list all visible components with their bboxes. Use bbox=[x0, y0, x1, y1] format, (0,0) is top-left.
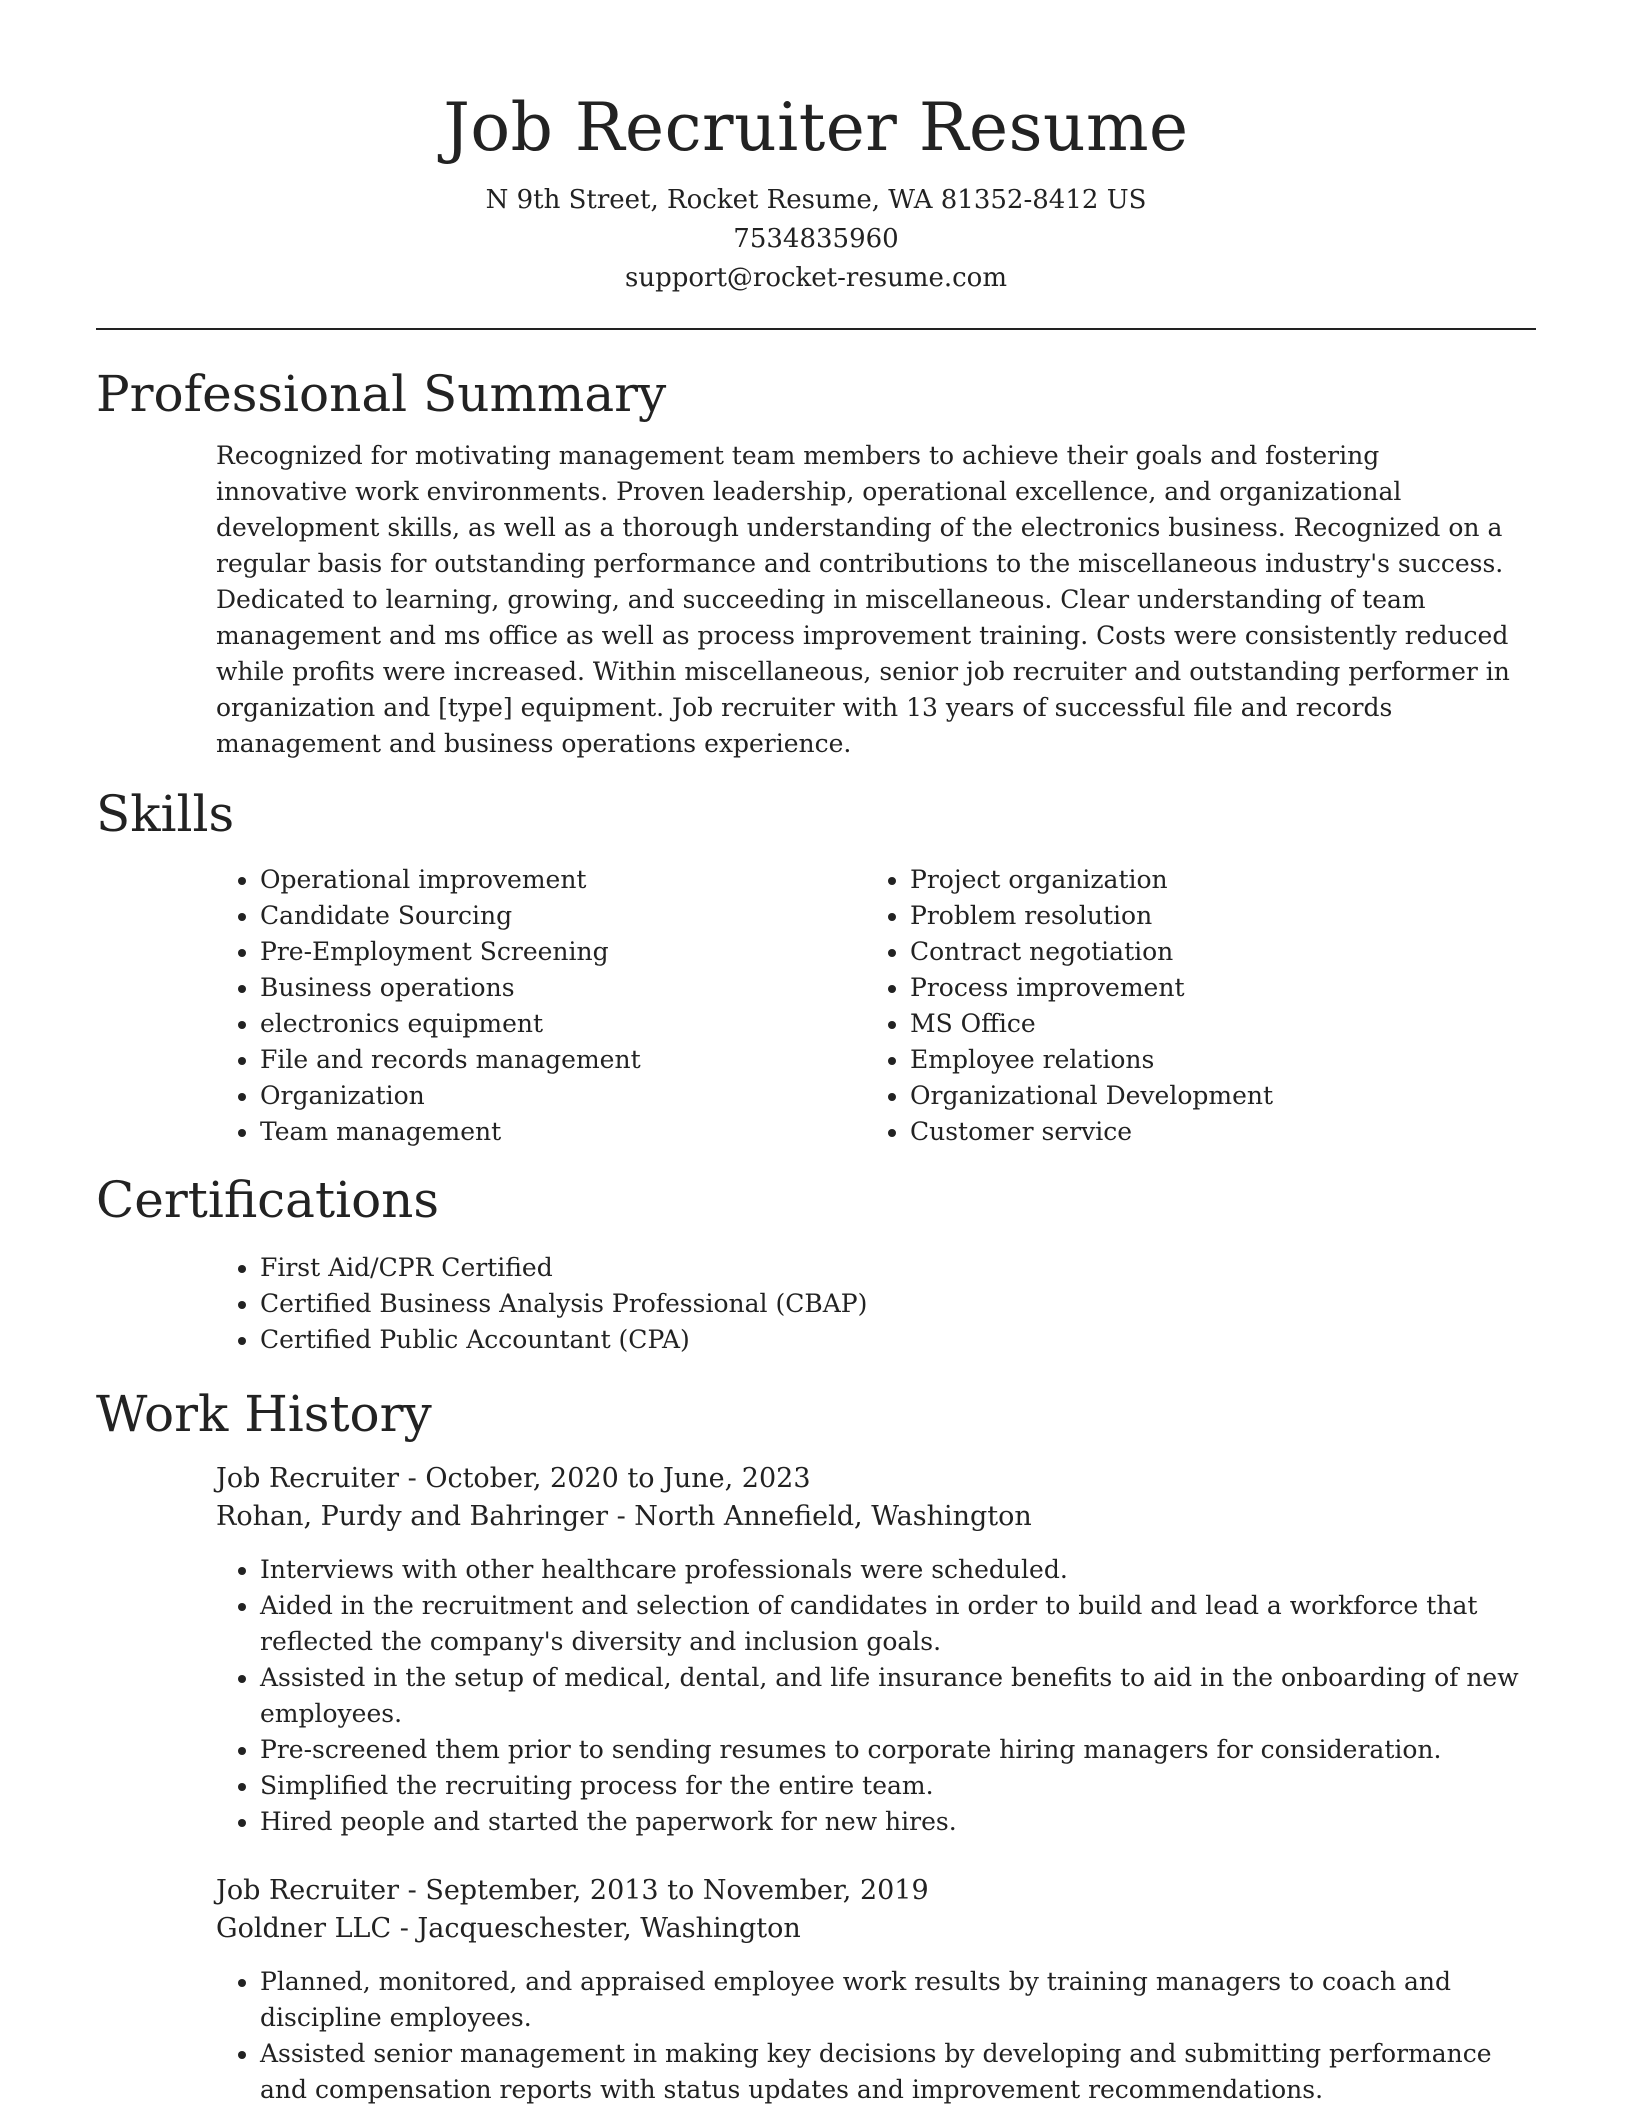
contact-address: N 9th Street, Rocket Resume, WA 81352-8412 US bbox=[485, 185, 1147, 215]
skill-item: • Organizational Development bbox=[910, 1078, 1516, 1114]
skill-item: • Employee relations bbox=[910, 1042, 1516, 1078]
job-company-location: Goldner LLC - Jacqueschester, Washington bbox=[216, 1913, 801, 1944]
skill-item: • Team management bbox=[260, 1114, 866, 1150]
skill-item: • Project organization bbox=[910, 862, 1516, 898]
resume-page bbox=[96, 0, 1536, 2108]
skill-item: • Contract negotiation bbox=[910, 934, 1516, 970]
skills-column-left bbox=[216, 862, 866, 1150]
certification-item: • Certified Business Analysis Professional (CBAP) bbox=[260, 1286, 1536, 1322]
certification-item: • First Aid/CPR Certified bbox=[260, 1250, 1536, 1286]
skill-item: • Organization bbox=[260, 1078, 866, 1114]
job-title-dates: Job Recruiter - October, 2020 to June, 2023 bbox=[216, 1463, 811, 1494]
job-bullet: • Simplified the recruiting process for the entire team. bbox=[260, 1768, 1536, 1804]
skill-item: • Pre-Employment Screening bbox=[260, 934, 866, 970]
skills-heading: Skills bbox=[96, 785, 235, 843]
skill-item: • electronics equipment bbox=[260, 1006, 866, 1042]
job-bullet: • Assisted senior management in making key decisions by developing and submitting performance and compensation reports with status updates and improvement recommendations. bbox=[260, 2036, 1536, 2108]
certifications-heading: Certifications bbox=[96, 1171, 440, 1229]
skills-column-right bbox=[866, 862, 1516, 1150]
job-bullet: • Aided in the recruitment and selection of candidates in order to build and lead a workforce that reflected the company's diversity and inclusion goals. bbox=[260, 1588, 1536, 1660]
skill-item: • Customer service bbox=[910, 1114, 1516, 1150]
skill-item: • Process improvement bbox=[910, 970, 1516, 1006]
summary-paragraph: Recognized for motivating management team members to achieve their goals and fostering innovative work environments. Proven leadership, operational excellence, and organizational development skills, as well as a thorough understanding of the electronics business. Recognized on a regular basis for outstanding performance and contributions to the miscellaneous industry's success. Dedicated to learning, growing, and succeeding in miscellaneous. Clear understanding of team management and ms office as well as process improvement training. Costs were consistently reduced while profits were increased. Within miscellaneous, senior job recruiter and outstanding performer in organization and [type] equipment. Job recruiter with 13 years of successful file and records management and business operations experience. bbox=[216, 441, 1510, 758]
resume-header bbox=[96, 0, 1536, 298]
job-entry bbox=[216, 1460, 1536, 1840]
header-divider bbox=[96, 328, 1536, 330]
job-bullet: • Interviews with other healthcare professionals were scheduled. bbox=[260, 1552, 1536, 1588]
contact-phone: 7534835960 bbox=[733, 224, 899, 254]
job-company-location: Rohan, Purdy and Bahringer - North Annefield, Washington bbox=[216, 1501, 1032, 1532]
skill-item: • MS Office bbox=[910, 1006, 1516, 1042]
skills-list bbox=[216, 862, 1536, 1150]
job-bullet: • Planned, monitored, and appraised employee work results by training managers to coach and discipline employees. bbox=[260, 1964, 1536, 2036]
contact-info bbox=[96, 181, 1536, 298]
skill-item: • Candidate Sourcing bbox=[260, 898, 866, 934]
work-history-heading: Work History bbox=[96, 1385, 432, 1443]
skill-item: • Business operations bbox=[260, 970, 866, 1006]
job-bullet: • Hired people and started the paperwork for new hires. bbox=[260, 1804, 1536, 1840]
summary-heading: Professional Summary bbox=[96, 365, 667, 423]
skill-item: • Operational improvement bbox=[260, 862, 866, 898]
job-bullet: • Pre-screened them prior to sending resumes to corporate hiring managers for consideration. bbox=[260, 1732, 1536, 1768]
job-entry bbox=[216, 1872, 1536, 2108]
certification-item: • Certified Public Accountant (CPA) bbox=[260, 1322, 1536, 1358]
job-responsibilities bbox=[216, 1552, 1536, 1840]
job-title-dates: Job Recruiter - September, 2013 to November, 2019 bbox=[216, 1875, 929, 1906]
job-responsibilities bbox=[216, 1964, 1536, 2108]
contact-email: support@rocket-resume.com bbox=[624, 263, 1007, 293]
certifications-list bbox=[216, 1250, 1536, 1358]
skill-item: • Problem resolution bbox=[910, 898, 1516, 934]
skill-item: • File and records management bbox=[260, 1042, 866, 1078]
job-bullet: • Assisted in the setup of medical, dental, and life insurance benefits to aid in the onboarding of new employees. bbox=[260, 1660, 1536, 1732]
document-title: Job Recruiter Resume bbox=[443, 89, 1189, 166]
